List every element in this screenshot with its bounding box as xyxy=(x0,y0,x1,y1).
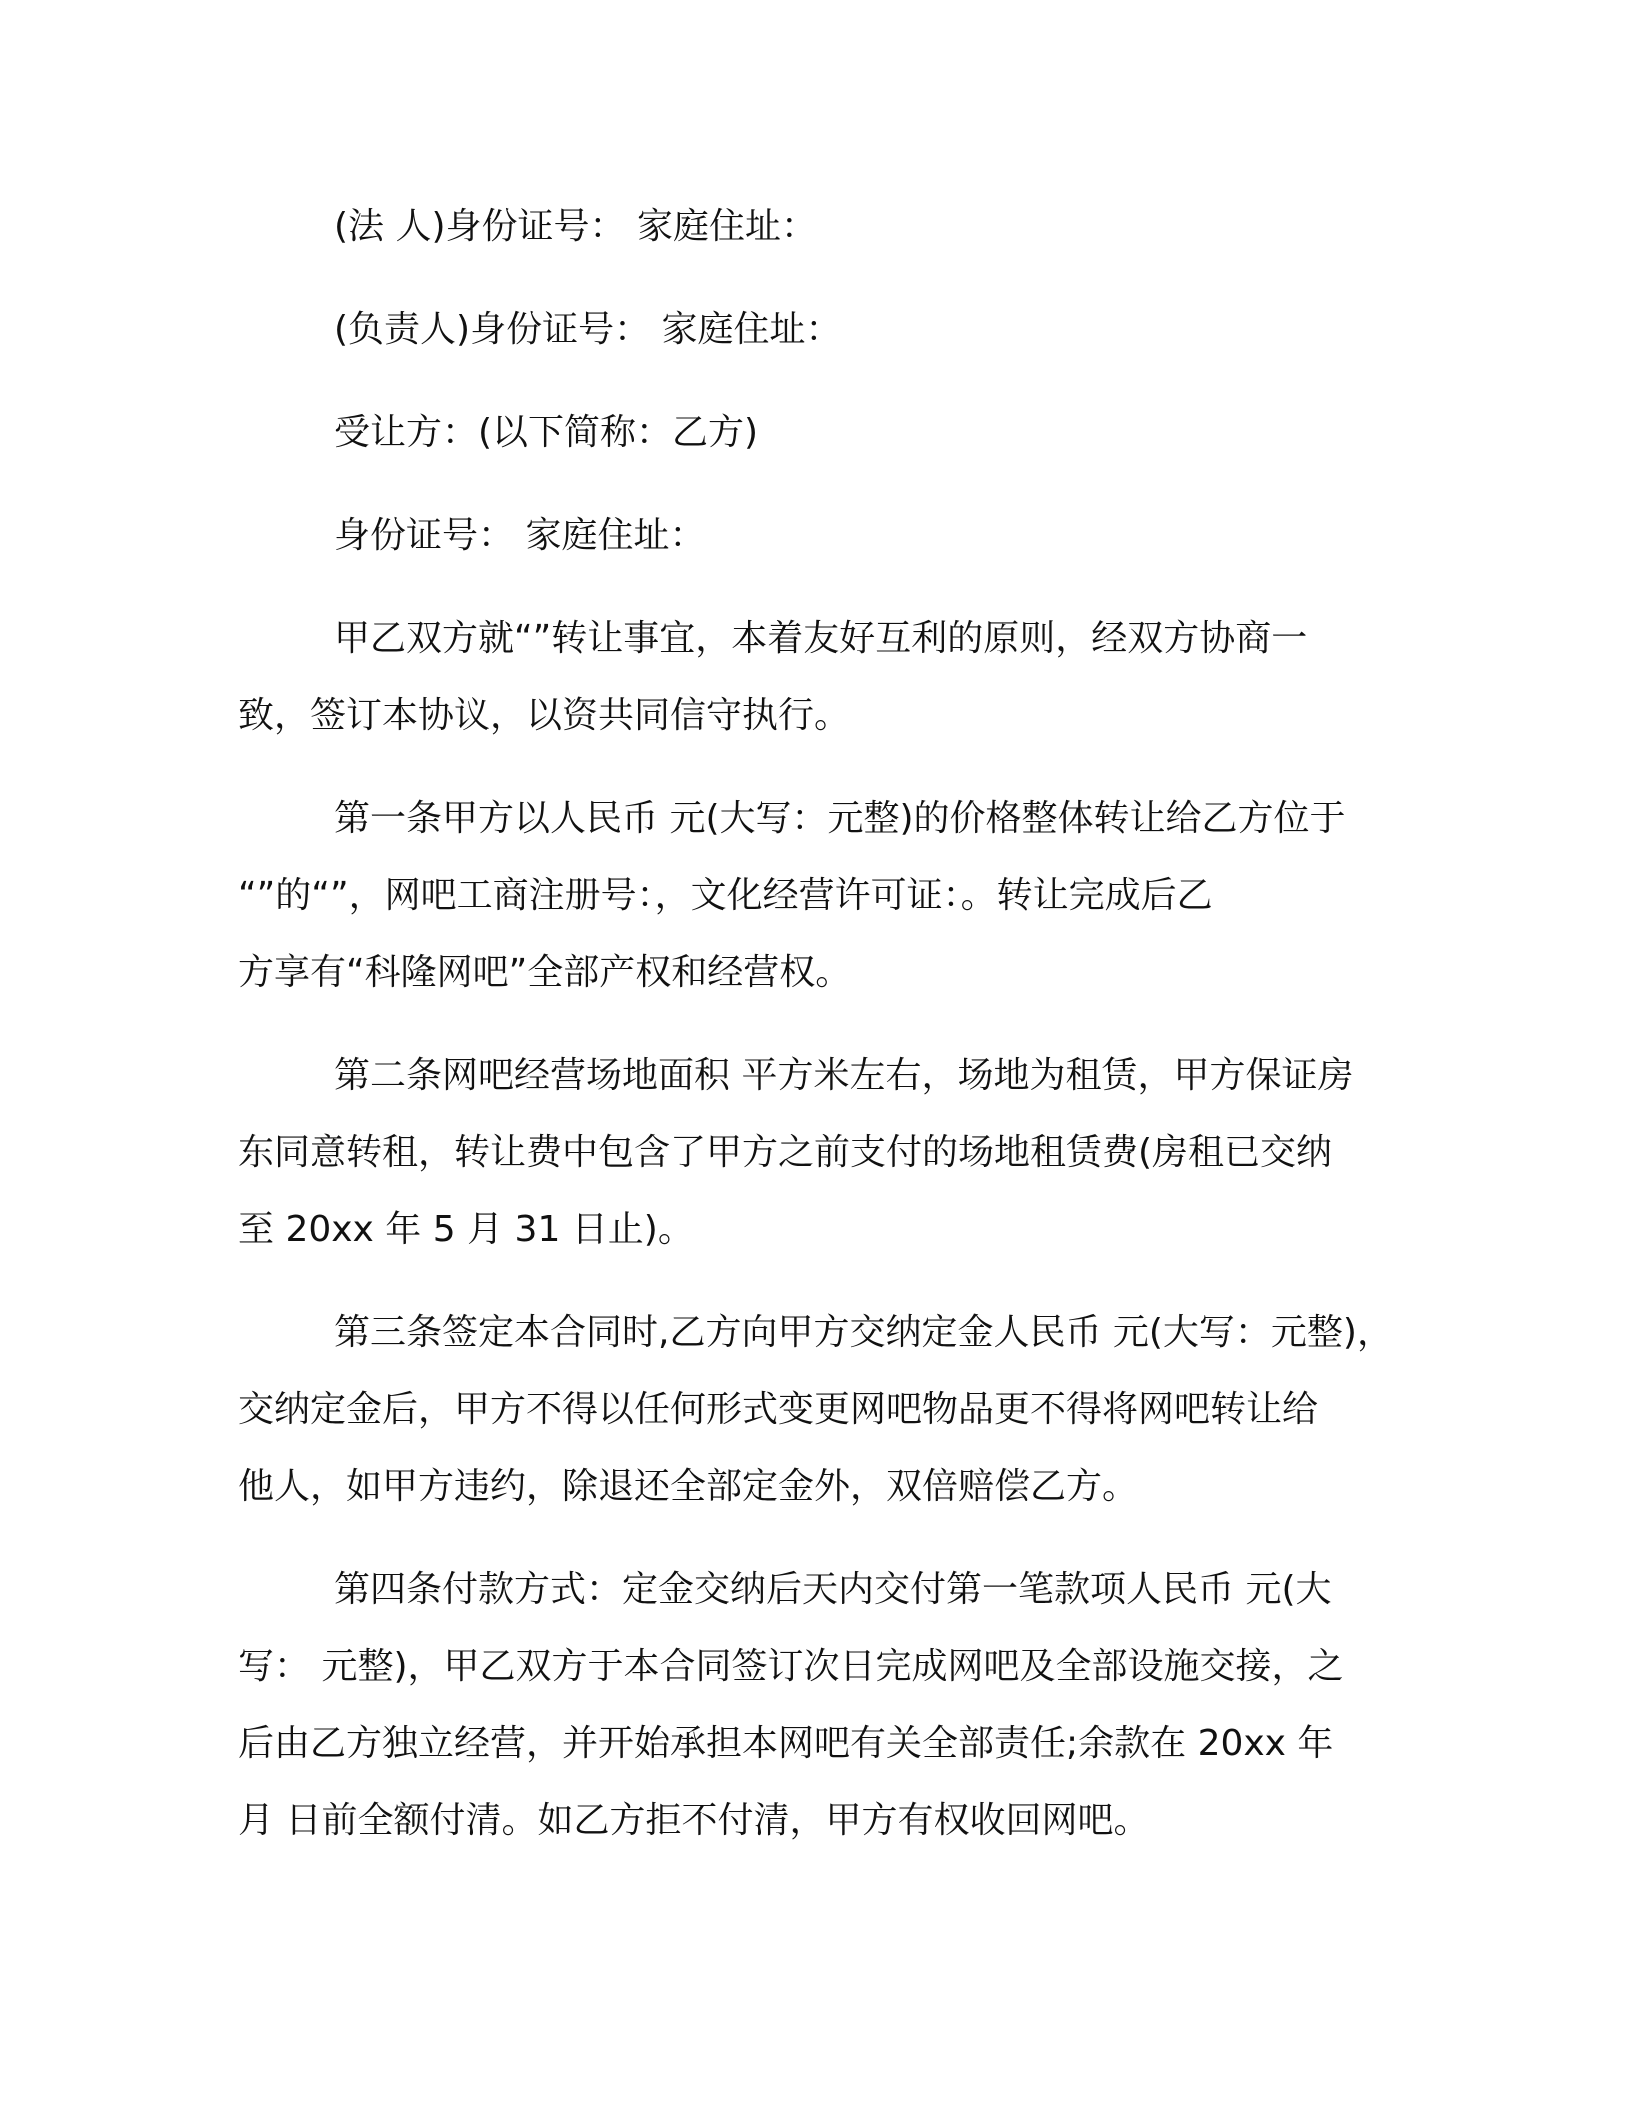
header-line-text: 受让方：(以下简称：乙方) xyxy=(334,412,759,453)
paragraph-line: 写： 元整)，甲乙双方于本合同签订次日完成网吧及全部设施交接，之 xyxy=(238,1646,1344,1687)
paragraph-line: 月 日前全额付清。如乙方拒不付清，甲方有权收回网吧。 xyxy=(238,1800,1150,1841)
paragraph-line: 第二条网吧经营场地面积 平方米左右，场地为租赁，甲方保证房 xyxy=(334,1055,1354,1096)
paragraph-line: 东同意转租，转让费中包含了甲方之前支付的场地租赁费(房租已交纳 xyxy=(238,1132,1333,1173)
paragraph-line: 致，签订本协议，以资共同信守执行。 xyxy=(238,695,851,736)
article-2-paragraph xyxy=(238,1037,1398,1268)
article-1-paragraph xyxy=(238,780,1398,1011)
document-body xyxy=(238,188,1398,1885)
article-4-paragraph xyxy=(238,1551,1398,1859)
header-line-text: (负责人)身份证号： 家庭住址： xyxy=(334,309,842,350)
article-3-paragraph xyxy=(238,1294,1398,1525)
paragraph-line: “”的“”，网吧工商注册号：，文化经营许可证：。转让完成后乙 xyxy=(238,875,1213,916)
transferee-line xyxy=(238,394,1398,471)
paragraph-line: 第四条付款方式：定金交纳后天内交付第一笔款项人民币 元(大 xyxy=(334,1569,1332,1610)
paragraph-line: 第一条甲方以人民币 元(大写：元整)的价格整体转让给乙方位于 xyxy=(334,798,1346,839)
legal-person-id-line xyxy=(238,188,1398,265)
paragraph-line: 交纳定金后，甲方不得以任何形式变更网吧物品更不得将网吧转让给 xyxy=(238,1389,1319,1430)
header-line-text: (法 人)身份证号： 家庭住址： xyxy=(334,206,817,247)
paragraph-line: 甲乙双方就“”转让事宜，本着友好互利的原则，经双方协商一 xyxy=(334,618,1308,659)
paragraph-line: 方享有“科隆网吧”全部产权和经营权。 xyxy=(238,952,852,993)
transferee-id-line xyxy=(238,497,1398,574)
responsible-person-id-line xyxy=(238,291,1398,368)
paragraph-line: 他人，如甲方违约，除退还全部定金外，双倍赔偿乙方。 xyxy=(238,1466,1139,1507)
paragraph-line: 至 20xx 年 5 月 31 日止)。 xyxy=(238,1209,694,1250)
paragraph-line: 第三条签定本合同时,乙方向甲方交纳定金人民币 元(大写：元整)， xyxy=(334,1312,1393,1353)
header-line-text: 身份证号： 家庭住址： xyxy=(334,515,706,556)
paragraph-line: 后由乙方独立经营，并开始承担本网吧有关全部责任;余款在 20xx 年 xyxy=(238,1723,1334,1764)
intro-paragraph xyxy=(238,600,1398,754)
